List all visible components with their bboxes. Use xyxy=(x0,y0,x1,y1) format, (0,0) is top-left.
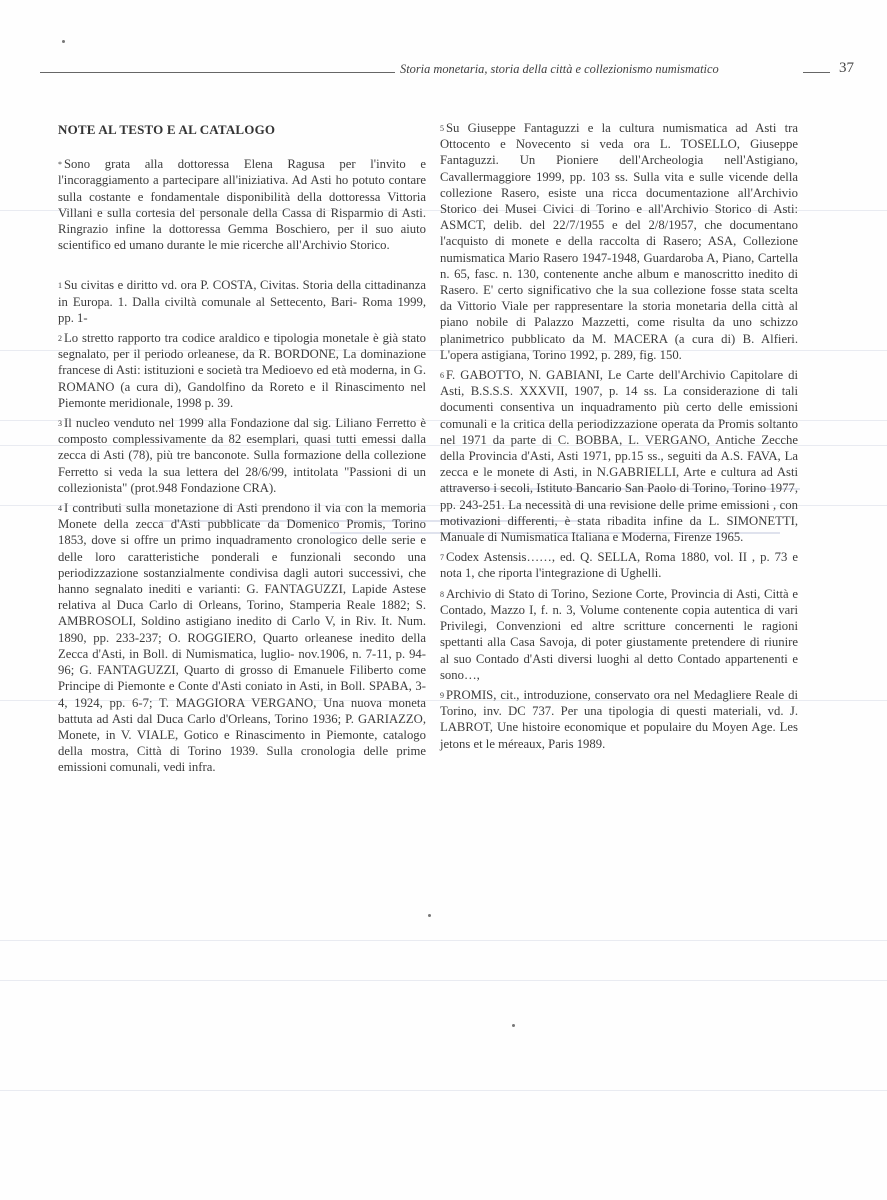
note-text: Archivio di Stato di Torino, Sezione Corte, Provincia di Asti, Città e Contado, Mazzo I, f. n. 3, Volume contenente copia autentica di vari Privilegi, Convenzioni ed altre scritture concernenti le ragioni spettanti alla Casa Savoja, di poter giustamente pretendere di riunire al suo Contado d'Asti diversi luoghi al detto Contado appartenenti e sono…, xyxy=(440,586,798,682)
right-column xyxy=(440,120,798,756)
note-8 xyxy=(440,586,798,683)
note-text: Codex Astensis……, ed. Q. SELLA, Roma 1880, vol. II , p. 73 e nota 1, che riporta l'integrazione di Ughelli. xyxy=(440,550,798,581)
note-mark: 2 xyxy=(58,334,62,344)
note-text: I contributi sulla monetazione di Asti prendono il via con la memoria Monete della zecca d'Asti pubblicate da Domenico Promis, Torino 1853, dove si offre un primo inquadramento cronologico delle serie e delle loro caratteristiche ponderali e funzionali secondo una periodizzazione sostanzialmente condivisa dagli autori successivi, che hanno segnalato inediti e varianti: G. FANTAGUZZI, Lapide Astese relativa al Duca Carlo di Orleans, Torino, Stamperia Reale 1882; S. AMBROSOLI, Soldino astigiano inedito di Carlo V, in Riv. It. Num. 1890, pp. 233-237; O. ROGGIERO, Quarto orleanese inedito della Zecca d'Asti, in Boll. di Numismatica, luglio- nov.1906, n. 7-11, p. 94-96; G. FANTAGUZZI, Quarto di grosso di Emanuele Filiberto come Principe di Piemonte e Conte d'Asti coniato in Asti, in Boll. SPABA, 3-4, 1924, pp. 6-7; T. MAGGIORA VERGANO, Una nuova moneta battuta ad Asti dal Duca Carlo d'Orleans, Torino 1936; P. GARIAZZO, Monete, in V. VIALE, Gotico e Rinascimento in Piemonte, catalogo della mostra, Città di Torino 1939. Sulla cronologia delle prime emissioni comunali, vedi infra. xyxy=(58,501,426,775)
note-text: PROMIS, cit., introduzione, conservato ora nel Medagliere Reale di Torino, inv. DC 737. Per una tipologia di questi materiali, vd. J. LABROT, Une histoire economique et populaire du Moyen Age. Les jetons et le méreaux, Paris 1989. xyxy=(440,687,798,751)
note-mark: 5 xyxy=(440,124,444,133)
note-text: Lo stretto rapporto tra codice araldico e tipologia monetale è già stato segnalato, per il periodo orleanese, da R. BORDONE, La dominazione francese di Asti: istituzioni e società tra Medioevo ed età moderna, in G. ROMANO (a cura di), Gandolfino da Roreto e il Rinascimento nel Piemonte meridionale, 1998 p. 39. xyxy=(58,331,426,410)
note-mark: 6 xyxy=(440,371,444,381)
speck xyxy=(62,40,65,43)
note-1 xyxy=(58,277,426,326)
note-7 xyxy=(440,549,798,581)
note-mark: 4 xyxy=(58,504,62,514)
header-rule-left xyxy=(40,72,395,73)
note-4 xyxy=(58,500,426,775)
note-text: Su Giuseppe Fantaguzzi e la cultura numismatica ad Asti tra Ottocento e Novecento si veda ora L. TOSELLO, Giuseppe Fantaguzzi. Un Pioniere dell'Archeologia nell'Astigiano, Cavallermaggiore 1999, pp. 103 ss. Sulla vita e sulle vicende della collezione Rasero, esiste una ricca documentazione all'Archivio Storico dei Musei Civici di Torino e all'Archivio Storico di Asti: ASMCT, delib. del 22/7/1955 e del 2/8/1957, che documentano l'acquisto di monete e della raccolta di Rasero; ASA, Collezione numismatica Mario Rasero 1947-1948, Guardaroba A, Piano, Cartella n. 65, fasc. n. 130, contenente anche album e manoscritto inedito di Rasero. E' certo significativo che la sua collezione fosse stata scelta da Vittorio Viale per rappresentare la storia monetaria della città al piano nobile di Palazzo Mazzetti, come risulta da uno schizzo planimetrico pubblicato da M. MACERA (a cura di) B. Alfieri. L'opera astigiana, Torino 1992, p. 289, fig. 150. xyxy=(440,121,798,362)
note-2 xyxy=(58,330,426,411)
note-mark: 7 xyxy=(440,553,444,563)
note-mark: * xyxy=(58,160,62,170)
note-mark: 8 xyxy=(440,589,444,599)
left-column xyxy=(58,120,426,780)
note-text: F. GABOTTO, N. GABIANI, Le Carte dell'Archivio Capitolare di Asti, B.S.S.S. XXXVII, 1907, p. 14 ss. La considerazione di tali documenti consentiva un inquadramento più certo delle emissioni comunali e la critica della periodizzazione operata da Promis soltanto nel 1971 da parte di C. BOBBA, L. VERGANO, Antiche Zecche della Provincia d'Asti, Asti 1971, pp.15 ss., seguiti da A.S. FAVA, La zecca e le monete di Asti, in N.GABRIELLI, Arte e cultura ad Asti attraverso i secoli, Istituto Bancario San Paolo di Torino, Torino 1977, pp. 243-251. La necessità di una revisione delle prime emissioni , con motivazioni differenti, è stata ribadita infine da L. SIMONETTI, Manuale di Numismatica Italiana e Moderna, Firenze 1965. xyxy=(440,368,798,545)
speck xyxy=(428,914,431,917)
note-text: Sono grata alla dottoressa Elena Ragusa per l'invito e l'incoraggiamento a partecipare all'iniziativa. Ad Asti ho potuto contare sulla costante e fondamentale disponibilità della dottoressa Vittoria Villani e sulla cortesia del personale della Cassa di Risparmio di Asti. Ringrazio infine la dottoressa Gemma Boschiero, per il suo aiuto scientifico ed umano durante le mie ricerche all'Archivio Storico. xyxy=(58,157,426,253)
header-rule-right xyxy=(803,72,830,73)
note-mark: 9 xyxy=(440,690,444,700)
note-mark: 3 xyxy=(58,419,62,429)
note-text: Su civitas e diritto vd. ora P. COSTA, Civitas. Storia della cittadinanza in Europa. 1. Dalla civiltà comunale al Settecento, Bari- Roma 1999, pp. 1- xyxy=(58,278,426,325)
section-title: NOTE AL TESTO E AL CATALOGO xyxy=(58,122,276,137)
note-intro xyxy=(58,156,426,253)
note-6 xyxy=(440,367,798,545)
speck xyxy=(512,1024,515,1027)
note-3 xyxy=(58,415,426,496)
running-title: Storia monetaria, storia della città e collezionismo numismatico xyxy=(400,62,719,76)
note-9 xyxy=(440,687,798,752)
page-number: 37 xyxy=(839,60,854,76)
note-mark: 1 xyxy=(58,281,62,291)
note-5 xyxy=(440,120,798,363)
note-text: Il nucleo venduto nel 1999 alla Fondazione dal sig. Liliano Ferretto è composto complessivamente da 82 esemplari, quasi tutti emessi dalla zecca di Asti (78), più tre banconote. Sulla formazione della collezione Ferretto si veda la sua lettera del 28/6/99, intitolata "Passioni di un collezionista" (prot.948 Fondazione CRA). xyxy=(58,416,426,495)
